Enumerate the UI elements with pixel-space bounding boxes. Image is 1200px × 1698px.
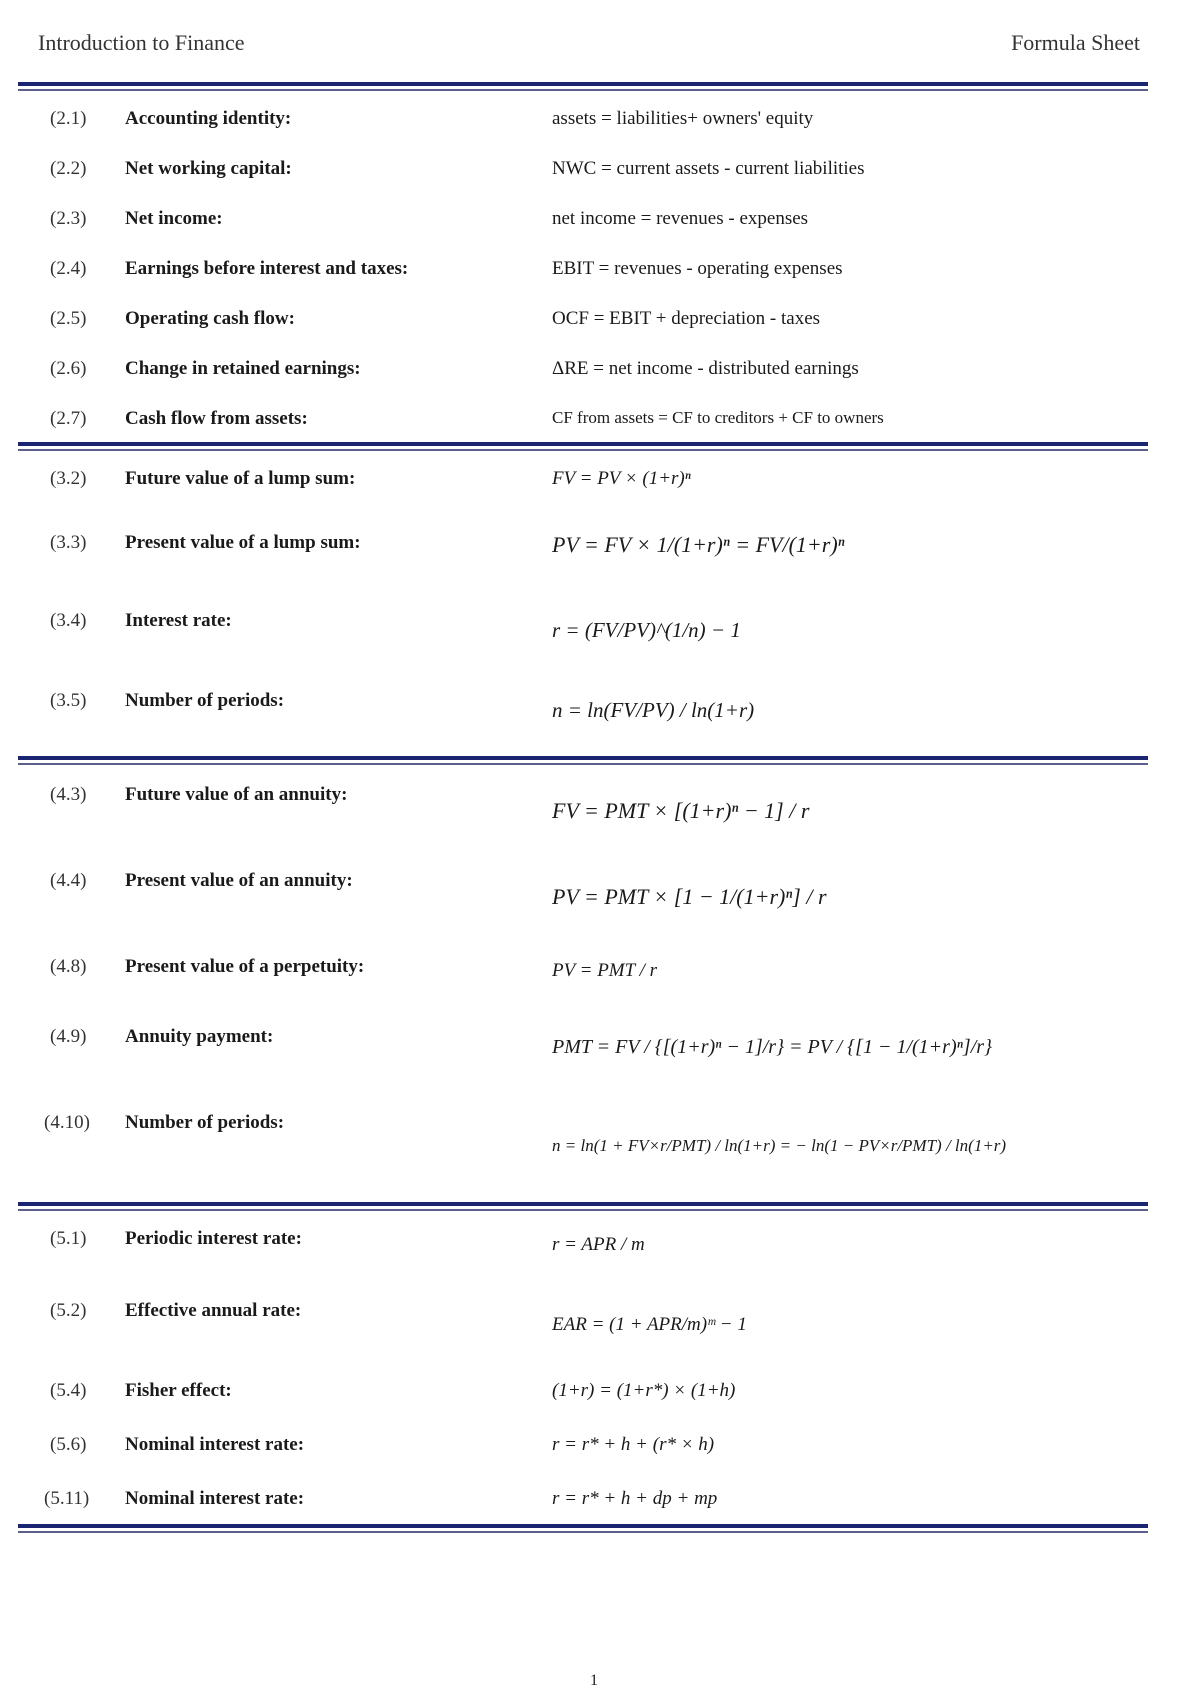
- formula-label: Future value of a lump sum:: [125, 468, 356, 489]
- formula-text: PV = FV × 1/(1+r)ⁿ = FV/(1+r)ⁿ: [552, 532, 845, 557]
- formula-text: PV = PMT × [1 − 1/(1+r)ⁿ] / r: [552, 884, 827, 909]
- formula-text: assets = liabilities+ owners' equity: [552, 108, 814, 129]
- formula-text: r = r* + h + (r* × h): [552, 1434, 715, 1455]
- formula-number: (5.2): [50, 1300, 87, 1321]
- course-title: Introduction to Finance: [38, 30, 245, 55]
- formula-number: (2.3): [50, 208, 87, 229]
- formula-label: Interest rate:: [125, 610, 232, 631]
- formula-number: (2.1): [50, 108, 87, 129]
- formula-number: (2.4): [50, 258, 87, 279]
- section-divider: [18, 1524, 1148, 1538]
- section-divider: [18, 756, 1148, 770]
- formula-label: Accounting identity:: [125, 108, 292, 129]
- formula-number: (2.6): [50, 358, 87, 379]
- formula-number: (2.2): [50, 158, 87, 179]
- formula-text: FV = PV × (1+r)ⁿ: [552, 468, 691, 489]
- formula-number: (4.8): [50, 956, 87, 977]
- sheet-title: Formula Sheet: [1011, 30, 1140, 55]
- formula-text: NWC = current assets - current liabilities: [552, 158, 865, 179]
- formula-text: n = ln(1 + FV×r/PMT) / ln(1+r) = − ln(1 − PV×r/PMT) / ln(1+r): [552, 1136, 1007, 1155]
- formula-label: Number of periods:: [125, 690, 285, 711]
- formula-number: (5.1): [50, 1228, 87, 1249]
- formula-label: Present value of a lump sum:: [125, 532, 361, 553]
- formula-label: Net working capital:: [125, 158, 292, 179]
- formula-label: Nominal interest rate:: [125, 1488, 305, 1509]
- formula-number: (3.3): [50, 532, 87, 553]
- formula-label: Annuity payment:: [125, 1026, 274, 1047]
- section-divider: [18, 82, 1148, 96]
- formula-text: r = r* + h + dp + mp: [552, 1488, 718, 1509]
- section-divider: [18, 1202, 1148, 1216]
- formula-text: net income = revenues - expenses: [552, 208, 809, 229]
- formula-text: OCF = EBIT + depreciation - taxes: [552, 308, 821, 329]
- formula-number: (5.11): [44, 1488, 90, 1509]
- formula-number: (3.4): [50, 610, 87, 631]
- formula-number: (3.5): [50, 690, 87, 711]
- formula-number: (4.10): [44, 1112, 90, 1133]
- formula-number: (5.6): [50, 1434, 87, 1455]
- page-number: 1: [590, 1672, 598, 1689]
- formula-label: Future value of an annuity:: [125, 784, 348, 805]
- formula-number: (3.2): [50, 468, 87, 489]
- formula-text: r = (FV/PV)^(1/n) − 1: [552, 618, 741, 642]
- formula-label: Number of periods:: [125, 1112, 285, 1133]
- formula-number: (4.4): [50, 870, 87, 891]
- formula-text: CF from assets = CF to creditors + CF to owners: [552, 408, 884, 427]
- formula-label: Operating cash flow:: [125, 308, 295, 329]
- formula-text: PMT = FV / {[(1+r)ⁿ − 1]/r} = PV / {[1 − 1/(1+r)ⁿ]/r}: [552, 1036, 993, 1058]
- formula-number: (5.4): [50, 1380, 87, 1401]
- formula-number: (4.9): [50, 1026, 87, 1047]
- formula-label: Earnings before interest and taxes:: [125, 258, 409, 279]
- formula-text: n = ln(FV/PV) / ln(1+r): [552, 698, 755, 722]
- page-header: [38, 30, 1140, 62]
- formula-label: Nominal interest rate:: [125, 1434, 305, 1455]
- formula-label: Present value of an annuity:: [125, 870, 353, 891]
- formula-label: Effective annual rate:: [125, 1300, 302, 1321]
- formula-label: Net income:: [125, 208, 223, 229]
- formula-text: r = APR / m: [552, 1234, 645, 1255]
- formula-text: EBIT = revenues - operating expenses: [552, 258, 843, 279]
- formula-label: Cash flow from assets:: [125, 408, 308, 429]
- formula-label: Periodic interest rate:: [125, 1228, 302, 1249]
- formula-number: (2.7): [50, 408, 87, 429]
- formula-label: Present value of a perpetuity:: [125, 956, 365, 977]
- formula-label: Change in retained earnings:: [125, 358, 361, 379]
- formula-text: FV = PMT × [(1+r)ⁿ − 1] / r: [552, 798, 810, 823]
- formula-number: (2.5): [50, 308, 87, 329]
- formula-text: PV = PMT / r: [552, 960, 658, 981]
- formula-text: (1+r) = (1+r*) × (1+h): [552, 1380, 736, 1401]
- formula-text: EAR = (1 + APR/m)ᵐ − 1: [552, 1314, 747, 1335]
- formula-number: (4.3): [50, 784, 87, 805]
- formula-label: Fisher effect:: [125, 1380, 232, 1401]
- formula-text: ΔRE = net income - distributed earnings: [552, 358, 859, 379]
- section-divider: [18, 442, 1148, 456]
